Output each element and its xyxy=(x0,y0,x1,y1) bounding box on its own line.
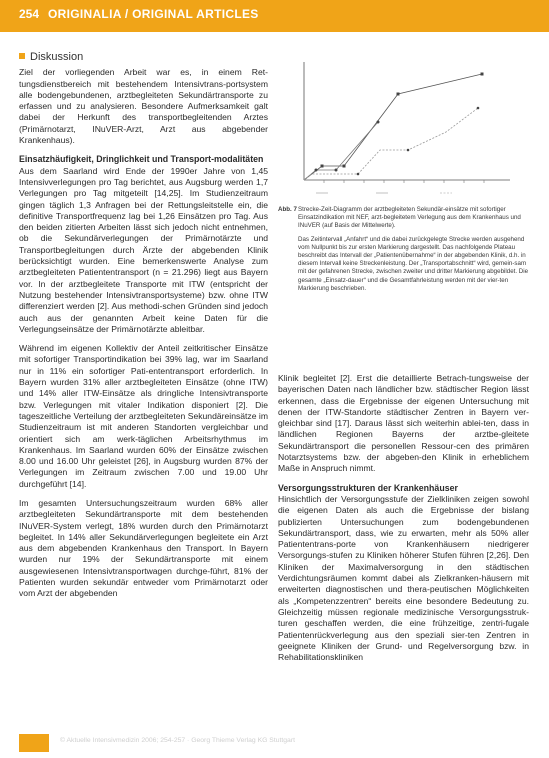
section-heading-text: Diskussion xyxy=(30,51,84,63)
figure-caption-body xyxy=(298,206,529,293)
series-markers xyxy=(315,73,484,176)
figure-caption-text: Das Zeitintervall „Anfahrt“ und die dabei zurückgelegte Strecke werden ausgehend vom Nullpunkt bis zur ersten Markierung dargestellt. Das nachfolgende Plateau beschreibt das Intervall der „Patientenübernahme“ in der abgebenden Klinik, d.h. in diesem Intervall keine Streckenleistung. Der „Transportabschnitt“ wird, gemein-sam mit der gefahrenen Strecke, zwischen zweiter und dritter Markierung abgebildet. Die gesamte „Einsatz-dauer“ und die Gesamtfahrleistung werden mit der vier-ten Markierung beschrieben. xyxy=(298,235,529,292)
paragraph: Aus dem Saarland wird Ende der 1990er Jahre von 1,45 Intensivverlegungen pro Tag berichtet, aus Augsburg werden 1,7 Verlegungen pro Tag mitgeteilt [14,25]. Im Studienzeitraum gingen täglich 1,3 Anfragen bei der Rettungsleitstelle ein, die definitive Transportfrequenz lag bei 1,26 Einsätzen pro Tag. Aus den beiden zitierten Arbeiten lässt sich jedoch nicht entnehmen, ob die Sekundärverlegungen der Primärnotärzte und Transportbegleitungen durch Ärzte der abgebenden Klinik berücksichtigt wurden. Eine bemerkenswerte Analyse zum arztbegleiteten Patiententransport (n = 21.296) liegt aus Bayern vor. In der arztbegleitete Transporte mit ITW (entspricht der Nutzung bestehender Intensivtransportsysteme) bzw. ohne ITW differenziert werden [2]. Aus methodi-schen Gründen sind jedoch auch aus der genannten Arbeit keine Daten für die Verlegungseinsätze der Primärnotärzte ableitbar. xyxy=(19,165,268,334)
section-label: ORIGINALIA / ORIGINAL ARTICLES xyxy=(48,7,259,21)
figure-distance-time-diagram xyxy=(278,52,529,200)
subheading: Einsatzhäufigkeit, Dringlichkeit und Transport-modalitäten xyxy=(19,154,264,165)
footer-accent-block xyxy=(19,734,49,752)
figure-caption-text: Strecke-Zeit-Diagramm der arztbegleiteten Sekundär-einsätze mit sofortiger Einsatzindikation mit NEF, arzt-begleitetem Verlegung aus dem Krankenhaus und INuVER (auf Basis der Mittelwerte). xyxy=(298,206,521,230)
page-number: 254 xyxy=(19,7,40,21)
bullet-square-icon xyxy=(19,53,25,59)
x-ticks xyxy=(324,180,484,183)
left-column xyxy=(19,52,268,608)
series-line-nef xyxy=(304,108,478,180)
footer-copyright: © Aktuelle Intensivmedizin 2006; 254-257 · Georg Thieme Verlag KG Stuttgart xyxy=(60,737,295,744)
subheading: Versorgungsstrukturen der Krankenhäuser xyxy=(278,482,458,493)
series-line-inuver xyxy=(304,74,482,180)
diagram-svg xyxy=(278,52,529,200)
paragraph: Hinsichtlich der Versorgungsstufe der Zielkliniken zeigen sowohl die eigenen Daten als auch die Ergebnisse der bislang publizierten Untersuchungen zum bodengebundenen Sekundärtransport, dass, wie zu erwarten, mehr als 50% aller Patiententrans-porte von Krankenhäusern niedrigerer Versorgungs-stufen zu Kliniken höherer Stufen führen [2,26]. Den Kliniken der Maximalversorgung in den städtischen Verdichtungsräumen kommt dabei als Zielkranken-häusern mit erweiterten diagnostischen und thera-peutischen Möglichkeiten als „Kompetenzzentren“ bereits eine besondere Bedeutung zu. Gleichzeitig müssen regionale medizinische Versorgungsstruk-turen geschaffen werden, die eine frühzeitige, zentri-fugale Patientenrückverlegung aus den speziali sier-ten Zentren in geeignete Kliniken der Grund- und Regelversorgung bzw. in Rehabilitationskliniken xyxy=(278,493,529,663)
paragraph: Ziel der vorliegenden Arbeit war es, in einem Ret-tungsdienstbereich mit bestehendem Intensivtrans-portsystem alle bodengebundenen, arztbegleiteten Sekundärtransporte zu erfassen und zu analysieren. Besondere Aufmerksamkeit galt dabei der Herkunft des transportbegleitenden Arztes (Primärnotarzt, INuVER-Arzt, Arzt aus abgebender Krankenhaus). xyxy=(19,67,268,146)
section-heading xyxy=(19,52,268,63)
paragraph: Im gesamten Untersuchungszeitraum wurden 68% aller arztbegleiteten Sekundärtransporte mit dem bestehenden INuVER-System verlegt, 18% wurden durch den Primärnotarzt begleitet. In 14% aller Sekundärverlegungen begleitete ein Arzt aus dem abgebenden Krankenhaus den Transport. In Bayern wurden nur 19% der Sekundärtransporte mit einem ausgewiesenen Intensivtransportwagen durchge-führt, 81% der Patienten wurden sekundär entweder vom Primärnotarzt oder vom Arzt der abgebenden xyxy=(19,497,268,599)
figure-caption xyxy=(278,206,529,298)
paragraph: Klinik begleitet [2]. Erst die detaillierte Betrach-tungsweise der bayerischen Daten nach ländlicher bzw. städtischer Region lässt erkennen, dass die Ergebnisse der eigenen Untersuchung mit denen der ITW-Standorte städtischer Zentren in Bayern ver-gleichbar sind [17]. Daraus lässt sich weiterhin ablei-ten, dass in ländlichen Regionen Bayerns der arztbe-gleitete Sekundärtransport die personellen Ressour-cen des primären Notarztsystems bzw. der abgeben-den Klinik in erheblichem Maße in Anspruch nimmt. xyxy=(278,373,529,474)
paragraph: Während im eigenen Kollektiv der Anteil zeitkritischer Einsätze mit sofortiger Transportindikation bei 39% lag, war im Saarland nur in 11% ein sofortiger Pati-ententransport erforderlich. In Bayern wurden 31% aller arztbegleiteten Einsätze (ohne ITW) und 14% aller ITW-Einsätze als dringliche Intensivtransporte bzw. Verlegungen mit vitaler Indikation disponiert [2]. Die tageszeitliche Verteilung der arztbegleiteten Sekundäreinsätze im Studienzeitraum ist mit anderen Standorten vergleichbar und orientiert sich am werk-täglichen Arbeitsrhythmus im Krankenhaus. Im Saarland wurden 60% der Einsätze zwischen 8.00 und 16.00 Uhr geleistet [26], in Augsburg wurden 87% der Verlegungen im Zeitraum zwischen 7.00 und 19.00 Uhr durchgeführt [14]. xyxy=(19,343,268,489)
right-column xyxy=(278,373,529,671)
page-header xyxy=(0,0,549,32)
figure-caption-label: Abb. 7 xyxy=(278,206,297,213)
